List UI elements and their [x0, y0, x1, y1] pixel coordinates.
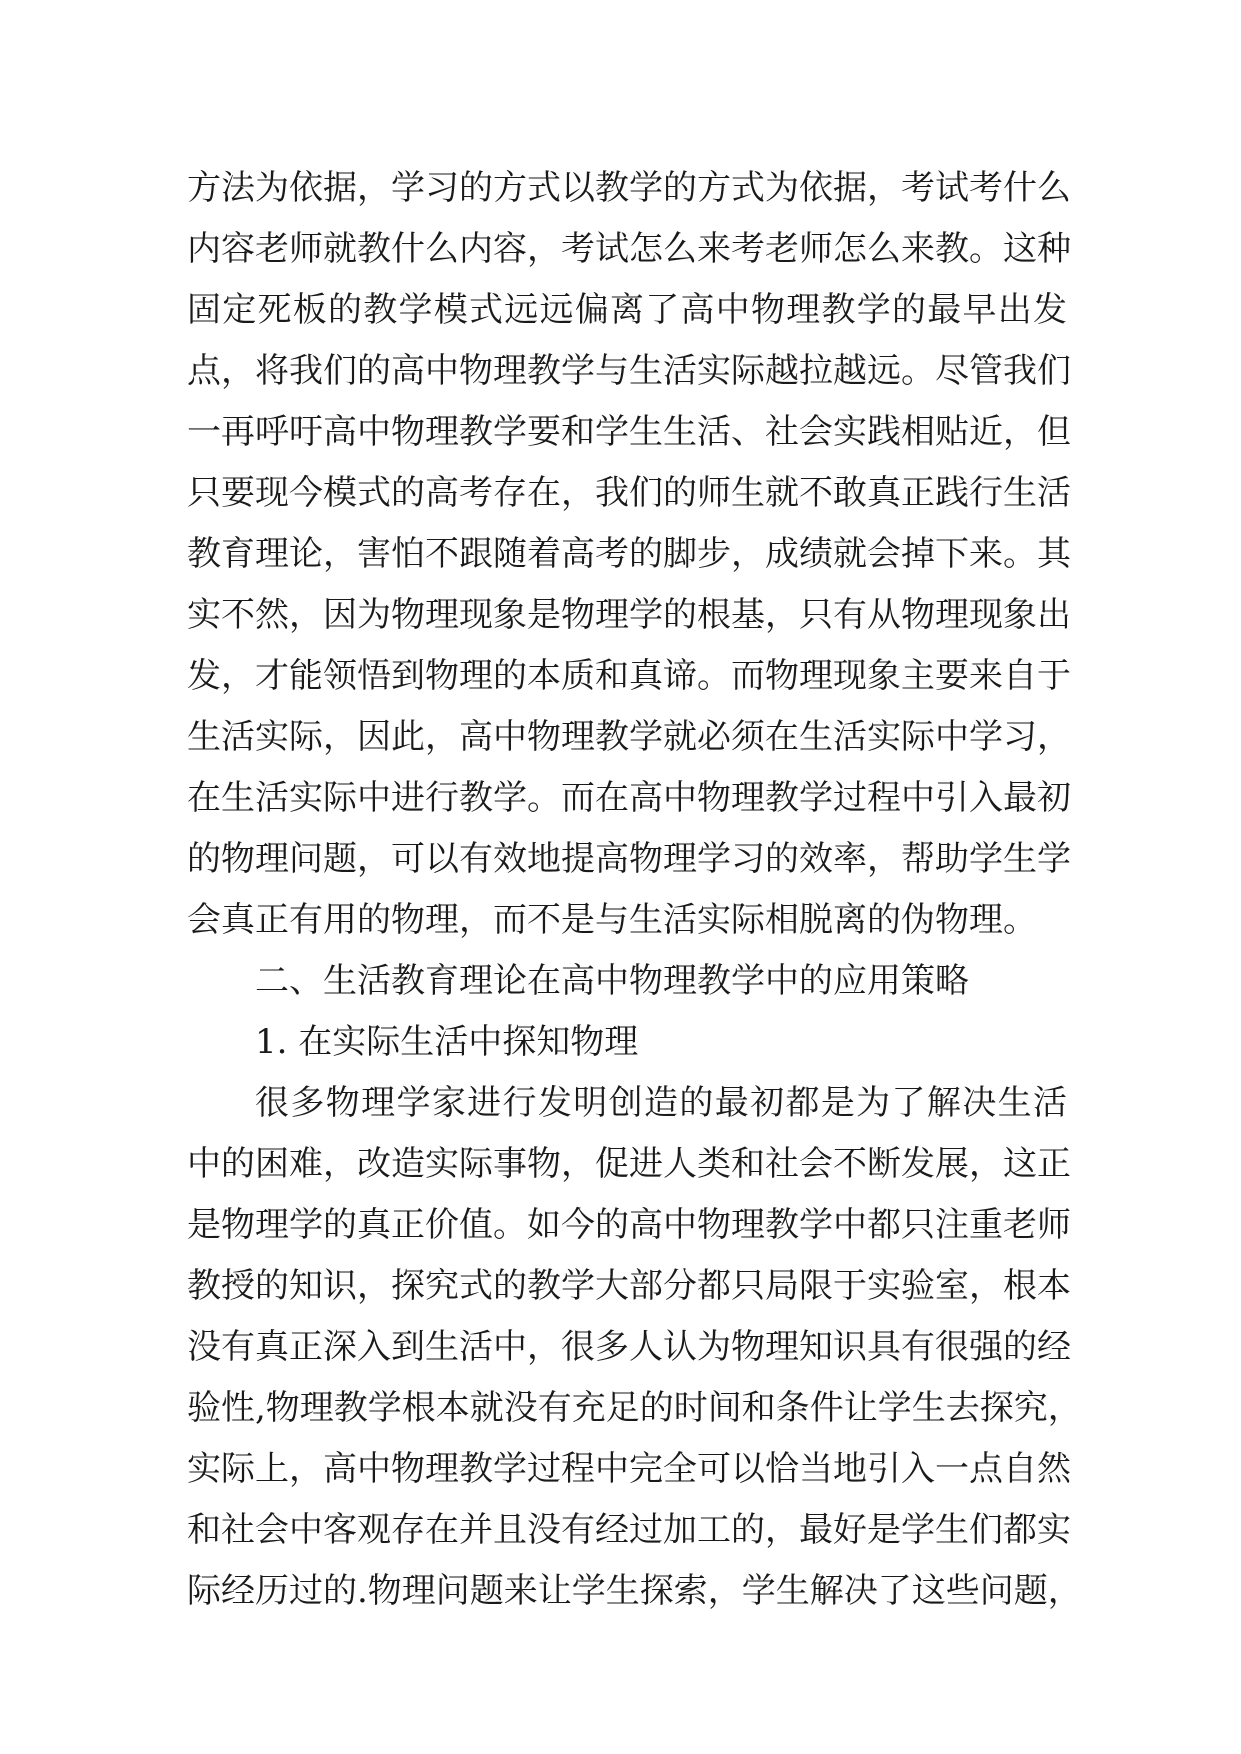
text-line: 教授的知识，探究式的教学大部分都只局限于实验室，根本	[187, 1266, 1071, 1306]
text-line: 实际上，高中物理教学过程中完全可以恰当地引入一点自然	[187, 1449, 1071, 1489]
text-line: 固定死板的教学模式远远偏离了高中物理教学的最早出发	[187, 290, 1067, 330]
text-line: 教育理论，害怕不跟随着高考的脚步，成绩就会掉下来。其	[187, 534, 1071, 574]
paragraph-end-line: 会真正有用的物理，而不是与生活实际相脱离的伪物理。	[187, 900, 1037, 940]
text-line: 方法为依据，学习的方式以教学的方式为依据，考试考什么	[187, 168, 1071, 208]
text-line: 和社会中客观存在并且没有经过加工的，最好是学生们都实	[187, 1510, 1071, 1550]
text-line: 在生活实际中进行教学。而在高中物理教学过程中引入最初	[187, 778, 1071, 818]
body-text	[187, 158, 1082, 1622]
text-line: 是物理学的真正价值。如今的高中物理教学中都只注重老师	[187, 1205, 1071, 1245]
text-line: 生活实际，因此，高中物理教学就必须在生活实际中学习，	[187, 717, 1071, 757]
text-line: 的物理问题，可以有效地提高物理学习的效率，帮助学生学	[187, 839, 1071, 879]
text-line: 实不然，因为物理现象是物理学的根基，只有从物理现象出	[187, 595, 1071, 635]
subsection-heading: 1. 在实际生活中探知物理	[255, 1022, 639, 1062]
text-line: 点，将我们的高中物理教学与生活实际越拉越远。尽管我们	[187, 351, 1071, 391]
text-line: 一再呼吁高中物理教学要和学生生活、社会实践相贴近，但	[187, 412, 1071, 452]
text-line: 没有真正深入到生活中，很多人认为物理知识具有很强的经	[187, 1327, 1071, 1367]
text-line: 验性,物理教学根本就没有充足的时间和条件让学生去探究，	[187, 1388, 1082, 1428]
text-line: 际经历过的.物理问题来让学生探索，学生解决了这些问题，	[187, 1571, 1082, 1611]
text-line: 发，才能领悟到物理的本质和真谛。而物理现象主要来自于	[187, 656, 1071, 696]
section-heading: 二、生活教育理论在高中物理教学中的应用策略	[255, 961, 969, 1001]
paragraph-first-line: 很多物理学家进行发明创造的最初都是为了解决生活	[255, 1083, 1067, 1123]
text-line: 内容老师就教什么内容，考试怎么来考老师怎么来教。这种	[187, 229, 1071, 269]
text-line: 只要现今模式的高考存在，我们的师生就不敢真正践行生活	[187, 473, 1071, 513]
text-line: 中的困难，改造实际事物，促进人类和社会不断发展，这正	[187, 1144, 1071, 1184]
